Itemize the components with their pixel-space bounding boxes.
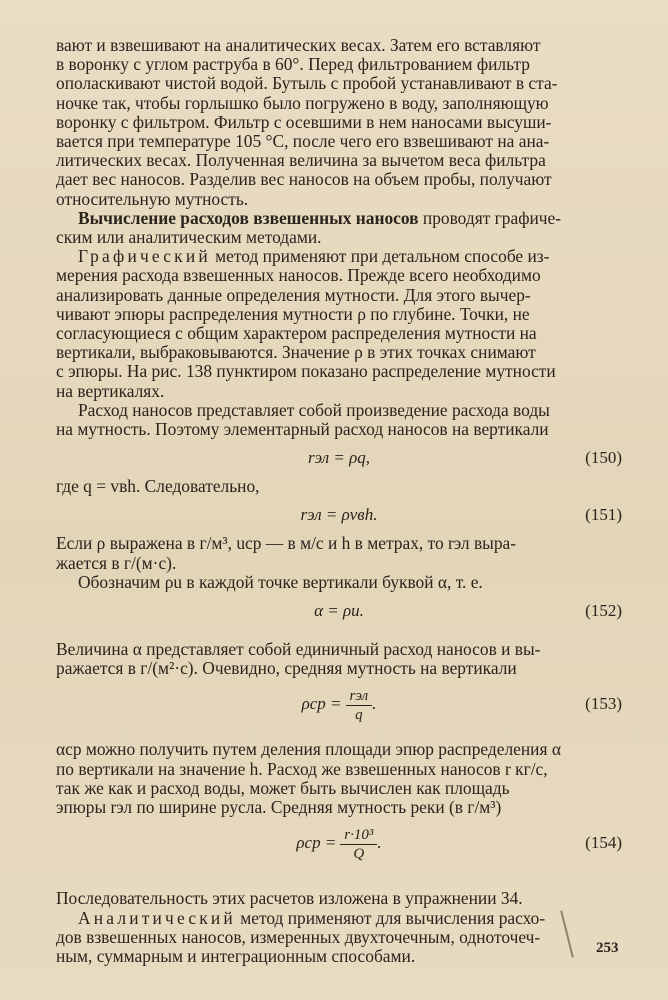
text-line: воронку с фильтром. Фильтр с осевшими в нем наносами высуши-: [56, 111, 552, 132]
text-line: Расход наносов представляет собой произведение расхода воды: [78, 399, 550, 420]
text-line: в воронку с углом раструба в 60°. Перед фильтрованием фильтр: [56, 54, 530, 75]
text-line: дов взвешенных наносов, измеренных двухточечным, одноточеч-: [56, 926, 541, 947]
text-line: ным, суммарным и интеграционным способами.: [56, 945, 416, 966]
text-line: чивают эпюры распределения мутности ρ по глубине. Точки, не: [56, 303, 530, 324]
text-line: с эпюры. На рис. 138 пунктиром показано распределение мутности: [56, 361, 556, 382]
equation-number: (153): [585, 694, 622, 714]
text-line: жается в г/(м·с).: [56, 552, 177, 573]
text-line: Аналитический метод применяют для вычисления расхо-: [78, 907, 546, 928]
text-line: Если ρ выражена в г/м³, uср — в м/с и h в метрах, то rэл выра-: [56, 533, 517, 554]
section-heading-line: Вычисление расходов взвешенных наносов проводят графиче-: [78, 207, 562, 228]
equation-number: (152): [585, 601, 622, 621]
text-line: Последовательность этих расчетов изложена в упражнении 34.: [56, 888, 523, 909]
text-line: αср можно получить путем деления площади эпюр распределения α: [56, 739, 561, 760]
equation-number: (151): [585, 505, 622, 525]
fraction-denominator: q: [355, 707, 363, 724]
equation-formula: ρср = $\frac{\text{r·10³}}{Q}$ .: [296, 826, 382, 862]
text-line: мерения расхода взвешенных наносов. Прежде всего необходимо: [56, 265, 541, 286]
text-line: на мутность. Поэтому элементарный расход наносов на вертикали: [56, 419, 549, 440]
text-line: так же как и расход воды, может быть вычислен как площадь: [56, 777, 510, 798]
text-line: согласующиеся с общим характером распределения мутности на: [56, 323, 537, 344]
text-line: литических весах. Полученная величина за вычетом веса фильтра: [56, 150, 546, 171]
text-line: вертикали, выбраковываются. Значение ρ в этих точках снимают: [56, 342, 536, 363]
equation-formula: rэл = ρvвh.: [300, 505, 378, 525]
equation-152: [56, 596, 622, 626]
equation-150: [56, 443, 622, 473]
equation-154: [56, 821, 622, 865]
equation-number: (150): [585, 448, 622, 468]
text-line: где q = vвh. Следовательно,: [56, 476, 260, 497]
spaced-term: Аналитический: [78, 907, 236, 928]
text-line: по вертикали на значение h. Расход же взвешенных наносов r кг/с,: [56, 758, 548, 779]
text-line: анализировать данные определения мутности. Для этого вычер-: [56, 284, 531, 305]
equation-151: [56, 500, 622, 530]
text-line: Графический метод применяют при детальном способе из-: [78, 246, 550, 267]
equation-number: (154): [585, 833, 622, 853]
spaced-term: Графический: [78, 246, 211, 267]
text-line: дает вес наносов. Разделив вес наносов на объем пробы, получают: [56, 169, 552, 190]
fraction-denominator: Q: [353, 845, 365, 862]
text-line: ополаскивают чистой водой. Бутыль с пробой устанавливают в ста-: [56, 73, 558, 94]
text-line: эпюры rэл по ширине русла. Средняя мутность реки (в г/м³): [56, 797, 502, 818]
text-line: вается при температуре 105 °С, после чего его взвешивают на ана-: [56, 131, 550, 152]
equation-formula: α = ρu.: [314, 601, 364, 621]
text-line: ражается в г/(м²·с). Очевидно, средняя мутность на вертикали: [56, 658, 517, 679]
equation-formula: rэл = ρq,: [308, 448, 370, 468]
fraction-numerator: r·10³: [340, 826, 377, 845]
text-line: вают и взвешивают на аналитических весах. Затем его вставляют: [56, 35, 541, 55]
equation-153: [56, 682, 622, 726]
text-line: ским или аналитическим методами.: [56, 227, 322, 248]
text-line: Обозначим ρu в каждой точке вертикали буквой α, т. е.: [78, 571, 483, 592]
equation-formula: ρср = $\frac{\text{rэл}}{q}$ .: [301, 688, 377, 724]
page-number: 253: [596, 940, 619, 956]
body-text: [56, 36, 622, 966]
fraction-numerator: rэл: [346, 687, 373, 706]
text-line: на вертикалях.: [56, 380, 165, 401]
section-heading: Вычисление расходов взвешенных наносов: [78, 207, 419, 228]
fraction: [346, 687, 373, 724]
text-line: относительную мутность.: [56, 188, 249, 209]
fraction: [340, 826, 377, 863]
text-line: Величина α представляет собой единичный расход наносов и вы-: [56, 639, 541, 660]
text-line: ночке так, чтобы горлышко было погружено в воду, заполняющую: [56, 92, 549, 113]
